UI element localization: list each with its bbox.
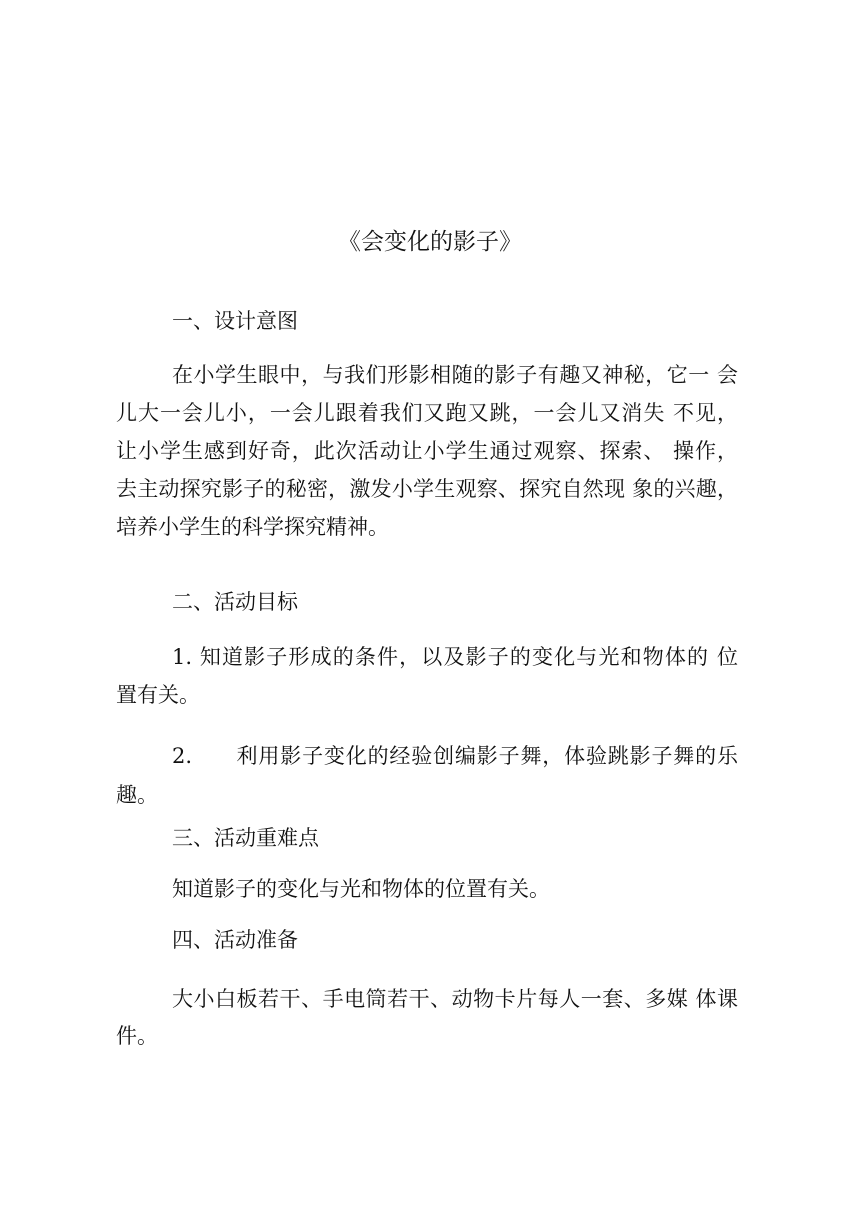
section-heading-key-points: 三、活动重难点 [172,826,319,850]
paragraph-line: 儿大一会儿小，一会儿跟着我们又跑又跳，一会儿又消失 不见， [116,401,738,425]
section-heading-design-intent: 一、设计意图 [172,309,298,333]
paragraph-line: 大小白板若干、手电筒若干、动物卡片每人一套、多媒 体课 [172,987,738,1011]
paragraph-line: 件。 [116,1024,158,1048]
paragraph-line: 知道影子的变化与光和物体的位置有关。 [172,877,550,901]
paragraph-line: 在小学生眼中，与我们形影相随的影子有趣又神秘，它一 会 [172,363,738,387]
paragraph-line: 去主动探究影子的秘密，激发小学生观察、探究自然现 象的兴趣， [116,477,738,501]
paragraph-line: 让小学生感到好奇，此次活动让小学生通过观察、探索、 操作， [116,439,738,463]
paragraph-line: 培养小学生的科学探究精神。 [116,515,389,539]
goal-item-line: 置有关。 [116,683,200,707]
goal-item-line: 趣。 [116,783,158,807]
section-heading-activity-goals: 二、活动目标 [172,590,298,614]
goal-item-line: 1. 知道影子形成的条件，以及影子的变化与光和物体的 位 [172,645,738,669]
goal-item-line: 2. 利用影子变化的经验创编影子舞，体验跳影子舞的乐 [172,744,738,768]
section-heading-preparation: 四、活动准备 [172,928,298,952]
document-title: 《会变化的影子》 [338,229,522,255]
